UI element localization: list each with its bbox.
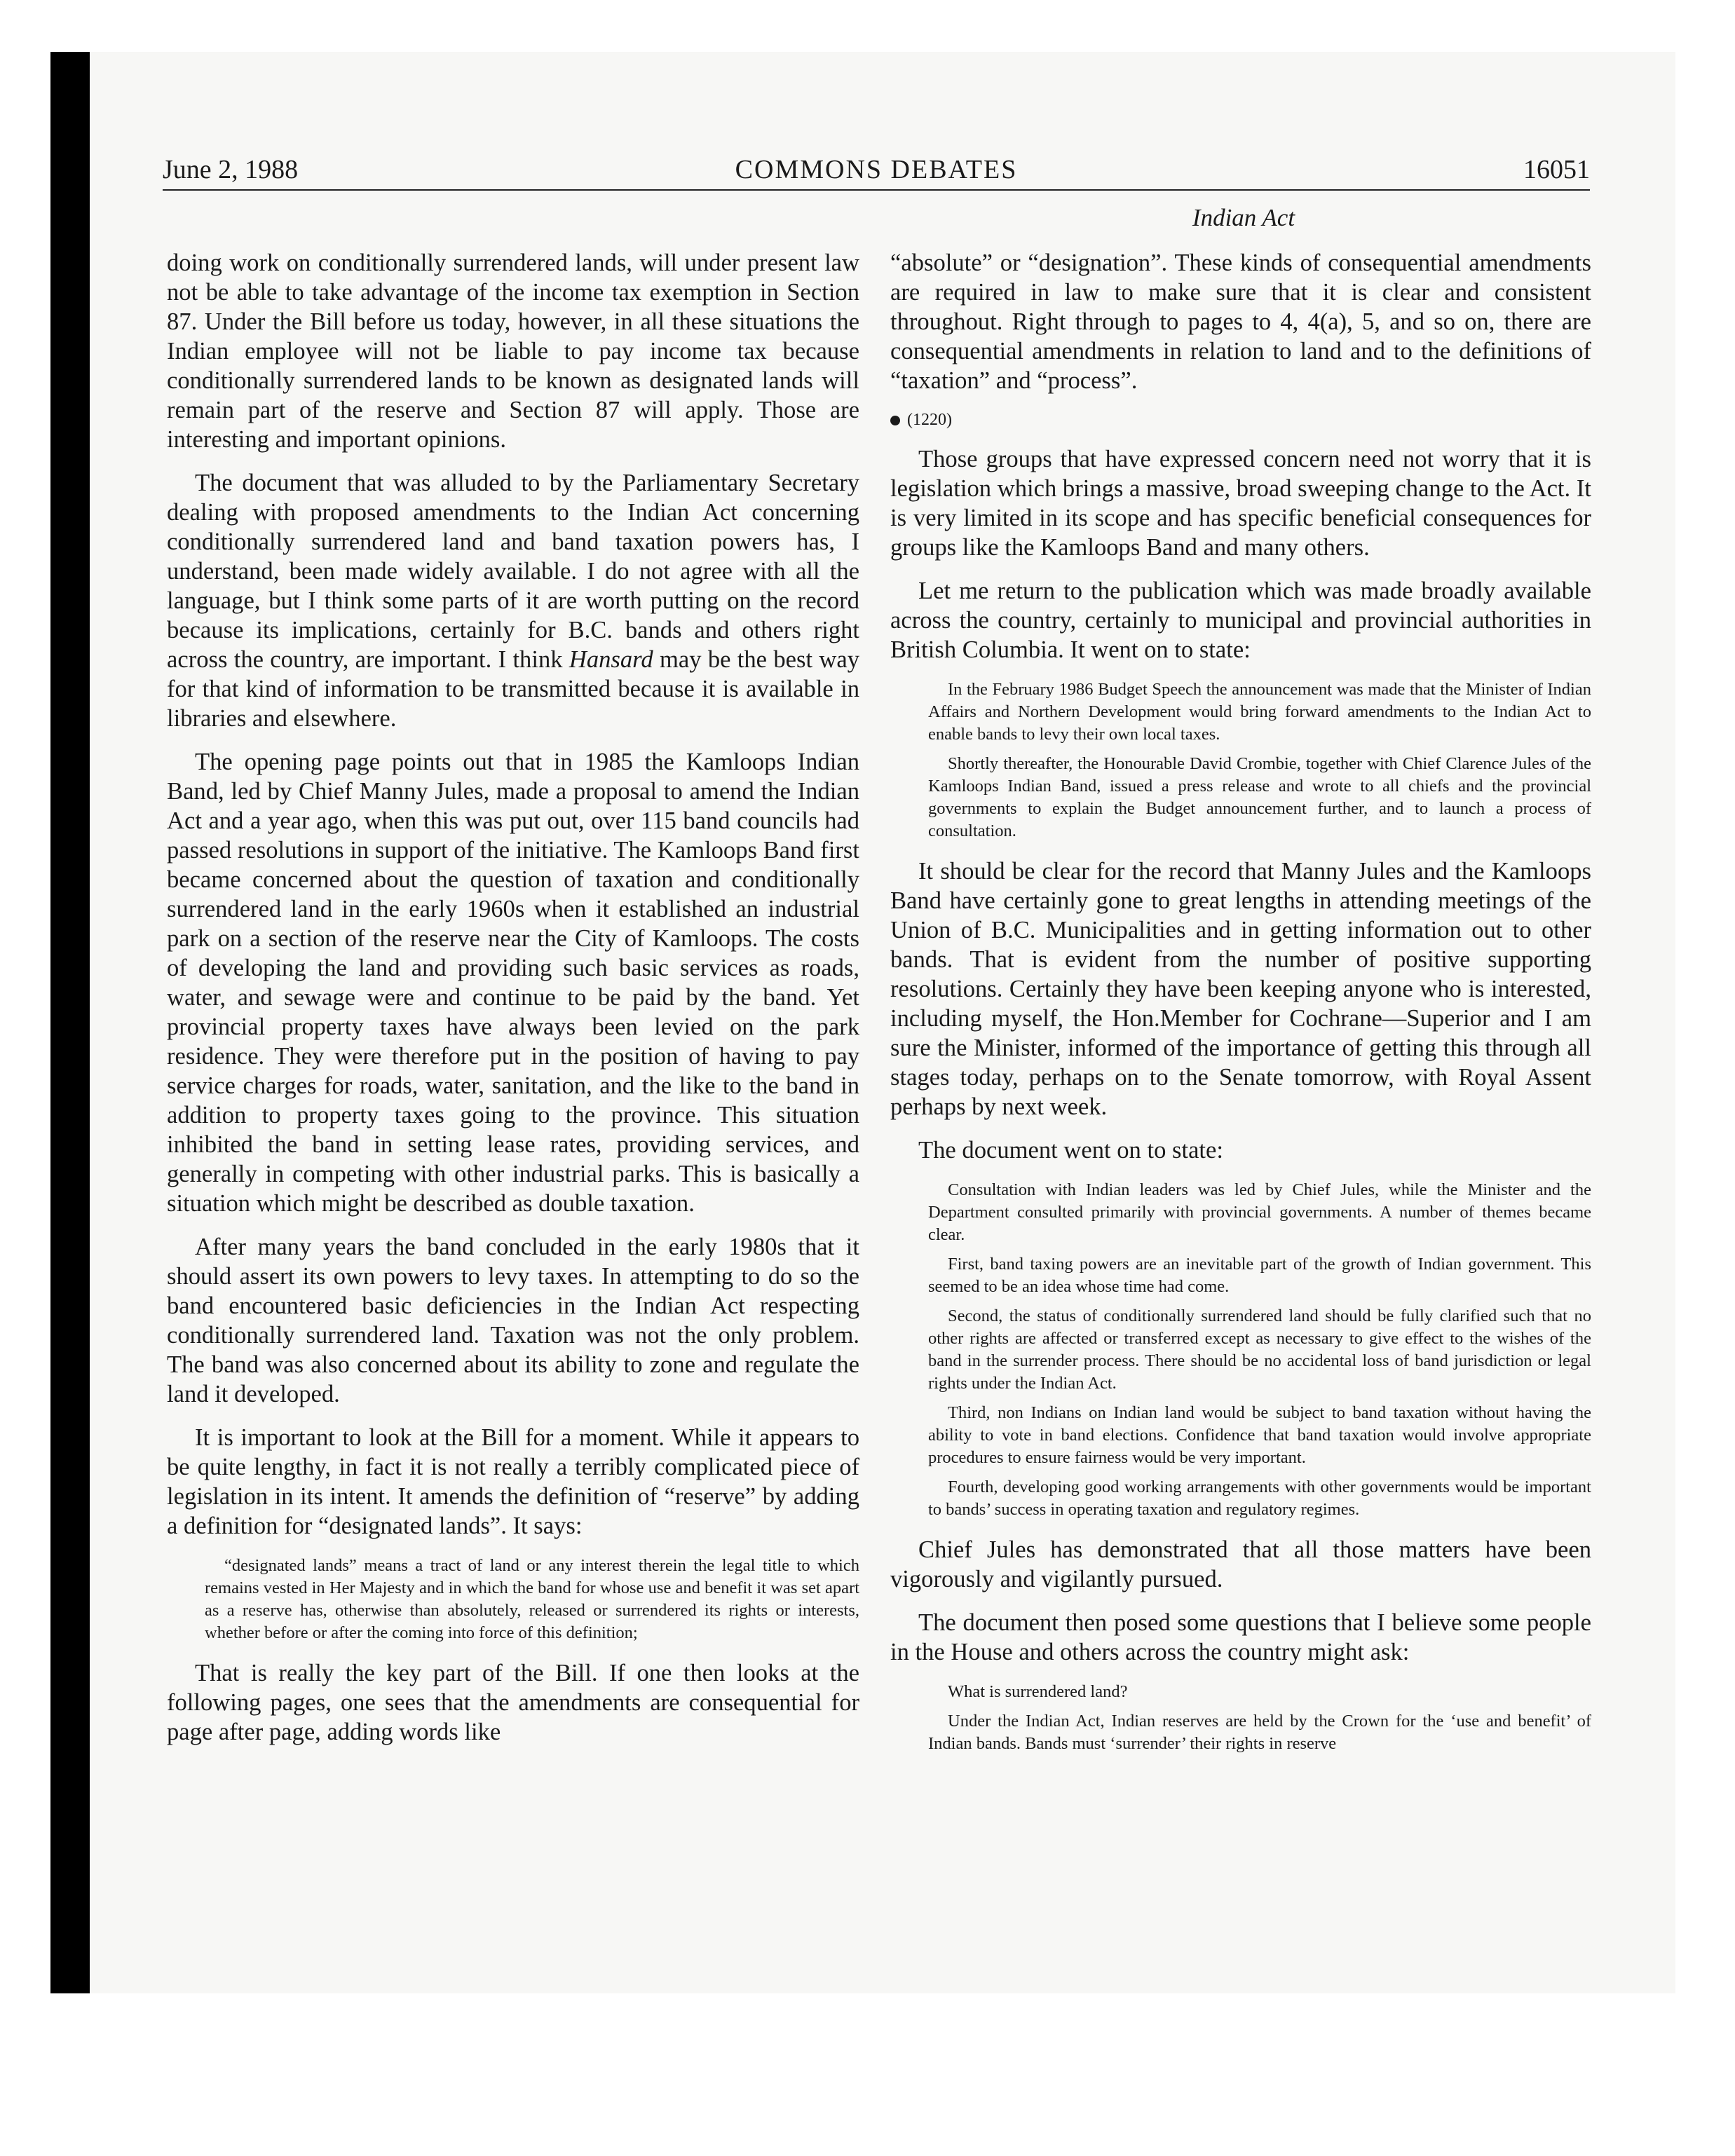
- quote-paragraph: “designated lands” means a tract of land or any interest therein the legal title to which remains vested in Her Majesty and in which the band for whose use and benefit it was set apart as a reserve has, otherwise than absolutely, released or surrendered its rights or interests, whether before or after the coming into force of this definition;: [205, 1556, 859, 1642]
- paragraph: The document went on to state:: [918, 1137, 1223, 1164]
- block-quote: [890, 1681, 1591, 1755]
- block-quote: [890, 1179, 1591, 1521]
- quote-paragraph: Consultation with Indian leaders was led by Chief Jules, while the Minister and the Department consulted primarily with provincial governments. A number of themes became clear.: [928, 1180, 1591, 1244]
- header-page-number: 16051: [1523, 155, 1590, 184]
- header-date: June 2, 1988: [163, 155, 299, 184]
- left-column: [167, 248, 859, 1747]
- paragraph-text: The document that was alluded to by the Parliamentary Secretary dealing with proposed amendments to the Indian Act concerning conditionally surrendered land and band taxation powers has, I understand, been made widely available. I do not agree with all the language, but I think some parts of it are worth putting on the record because its implications, certainly for B.C. bands and others right across the country, are important. I think: [167, 470, 859, 673]
- time-marker: [890, 409, 1591, 430]
- italic-title: Hansard: [569, 646, 653, 673]
- paragraph: The document then posed some questions that I believe some people in the House and others across the country might ask:: [890, 1609, 1591, 1665]
- quote-paragraph: What is surrendered land?: [948, 1682, 1128, 1701]
- bullet-icon: [890, 416, 900, 425]
- quote-paragraph: First, band taxing powers are an inevitable part of the growth of Indian government. This seemed to be an idea whose time had come.: [928, 1255, 1591, 1296]
- section-label: Indian Act: [1192, 204, 1295, 231]
- quote-paragraph: Fourth, developing good working arrangements with other governments would be important to bands’ success in operating taxation and regulatory regimes.: [928, 1478, 1591, 1519]
- quote-paragraph: Third, non Indians on Indian land would be subject to band taxation without having the ability to vote in band elections. Confidence that band taxation would involve appropriate procedures to ensure fairness would be very important.: [928, 1403, 1591, 1467]
- paragraph: [167, 468, 859, 733]
- block-quote: [167, 1555, 859, 1644]
- running-head: [163, 150, 1590, 191]
- right-column: [890, 248, 1591, 1769]
- quote-paragraph: Second, the status of conditionally surrendered land should be fully clarified such that no other rights are affected or transferred except as necessary to give effect to the wishes of the band in the surrender process. There should be no accidental loss of band jurisdiction or legal rights under the Indian Act.: [928, 1306, 1591, 1393]
- paragraph: It should be clear for the record that Manny Jules and the Kamloops Band have certainly gone to great lengths in attending meetings of the Union of B.C. Municipalities and in getting information out to other bands. That is evident from the number of positive supporting resolutions. Certainly they have been keeping anyone who is interested, including myself, the Hon.Member for Cochrane—Superior and I am sure the Minister, informed of the importance of getting this through all stages today, perhaps on to the Senate tomorrow, with Royal Assent perhaps by next week.: [890, 858, 1591, 1120]
- scan-edge-bar: [50, 52, 90, 1993]
- time-marker-text: (1220): [907, 411, 952, 429]
- paragraph: “absolute” or “designation”. These kinds of consequential amendments are required in law to make sure that it is clear and consistent throughout. Right through to pages to 4, 4(a), 5, and so on, there are consequential amendments in relation to land and to the definitions of “taxation” and “process”.: [890, 250, 1591, 394]
- paragraph: After many years the band concluded in the early 1980s that it should assert its own powers to levy taxes. In attempting to do so the band encountered basic deficiencies in the Indian Act respecting conditionally surrendered land. Taxation was not the only problem. The band was also concerned about its ability to zone and regulate the land it developed.: [167, 1234, 859, 1407]
- quote-paragraph: Under the Indian Act, Indian reserves are held by the Crown for the ‘use and benefit’ of Indian bands. Bands must ‘surrender’ their rights in reserve: [928, 1712, 1591, 1753]
- quote-paragraph: In the February 1986 Budget Speech the announcement was made that the Minister of Indian Affairs and Northern Development would bring forward amendments to the Indian Act to enable bands to levy their own local taxes.: [928, 680, 1591, 744]
- paragraph: The opening page points out that in 1985 the Kamloops Indian Band, led by Chief Manny Jules, made a proposal to amend the Indian Act and a year ago, when this was put out, over 115 band councils had passed resolutions in support of the initiative. The Kamloops Band first became concerned about the question of taxation and conditionally surrendered land in the early 1960s when it established an industrial park on a section of the reserve near the City of Kamloops. The costs of developing the land and providing such basic services as roads, water, and sewage were and continue to be paid by the band. Yet provincial property taxes have always been levied on the park residence. They were therefore put in the position of having to pay service charges for roads, water, sanitation, and the like to the band in addition to property taxes going to the province. This situation inhibited the band in setting lease rates, providing services, and generally in competing with other industrial parks. This is basically a situation which might be described as double taxation.: [167, 749, 859, 1217]
- header-publication: COMMONS DEBATES: [735, 155, 1018, 184]
- paragraph: That is really the key part of the Bill. If one then looks at the following pages, one sees that the amendments are consequential for page after page, adding words like: [167, 1660, 859, 1745]
- paragraph: Chief Jules has demonstrated that all those matters have been vigorously and vigilantly pursued.: [890, 1536, 1591, 1592]
- paragraph: It is important to look at the Bill for a moment. While it appears to be quite lengthy, in fact it is not really a terribly complicated piece of legislation in its intent. It amends the definition of “reserve” by adding a definition for “designated lands”. It says:: [167, 1424, 859, 1539]
- paragraph: doing work on conditionally surrendered lands, will under present law not be able to take advantage of the income tax exemption in Section 87. Under the Bill before us today, however, in all these situations the Indian employee will not be liable to pay income tax because conditionally surrendered lands to be known as designated lands will remain part of the reserve and Section 87 will apply. Those are interesting and important opinions.: [167, 250, 859, 453]
- quote-paragraph: Shortly thereafter, the Honourable David Crombie, together with Chief Clarence Jules of the Kamloops Indian Band, issued a press release and wrote to all chiefs and the provincial governments to explain the Budget announcement further, and to launch a process of consultation.: [928, 754, 1591, 840]
- block-quote: [890, 678, 1591, 842]
- paragraph: Those groups that have expressed concern need not worry that it is legislation which brings a massive, broad sweeping change to the Act. It is very limited in its scope and has specific beneficial consequences for groups like the Kamloops Band and many others.: [890, 446, 1591, 561]
- paragraph-text: may be the best way for that kind of information to be transmitted because it is available in libraries and elsewhere.: [167, 646, 859, 732]
- paragraph: Let me return to the publication which was made broadly available across the country, certainly to municipal and provincial authorities in British Columbia. It went on to state:: [890, 578, 1591, 663]
